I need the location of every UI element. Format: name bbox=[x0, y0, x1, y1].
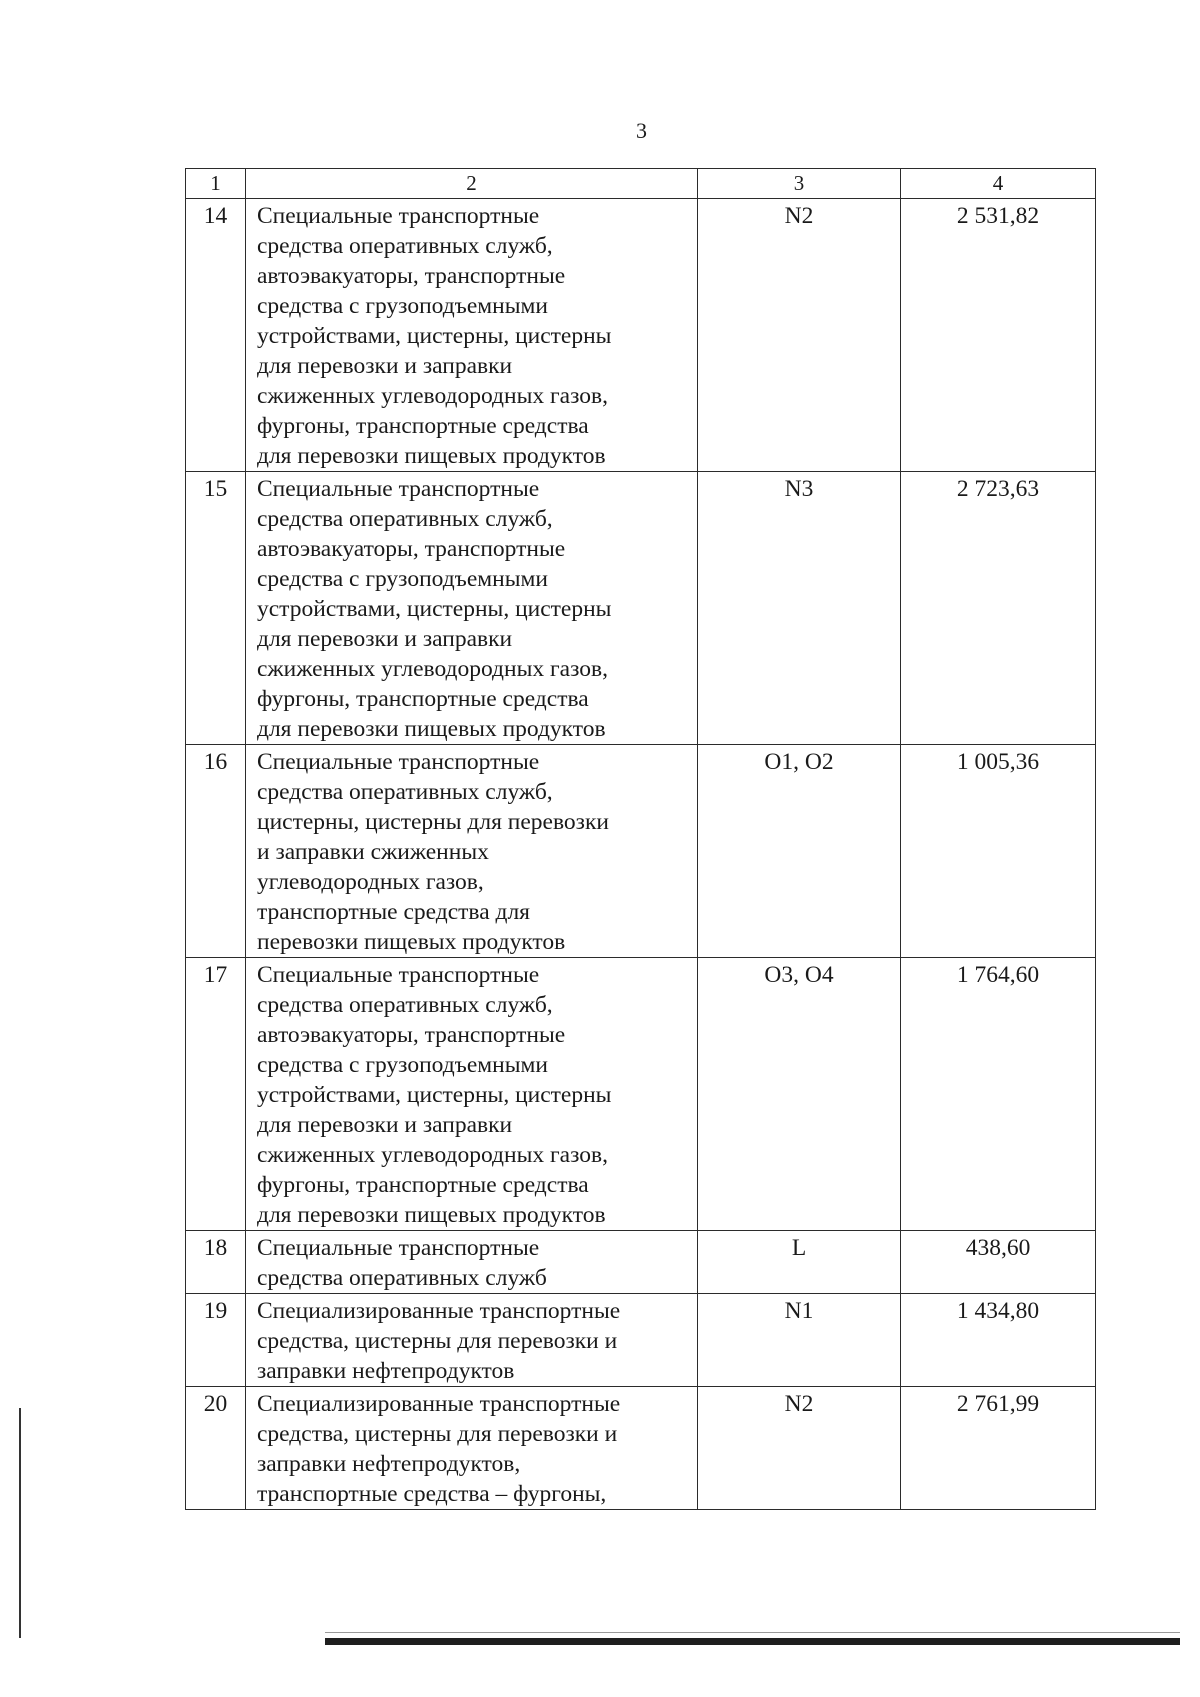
description-line: средства с грузоподъемными bbox=[257, 1052, 548, 1078]
row-number-cell: 20 bbox=[186, 1387, 246, 1510]
vehicle-category-cell: O3, O4 bbox=[698, 958, 901, 1231]
description-line: устройствами, цистерны, цистерны bbox=[257, 1082, 612, 1108]
row-number-cell: 17 bbox=[186, 958, 246, 1231]
description-line: средства оперативных служб, bbox=[257, 233, 553, 259]
row-number-cell: 16 bbox=[186, 745, 246, 958]
description-line: средства с грузоподъемными bbox=[257, 566, 548, 592]
description-line: и заправки сжиженных bbox=[257, 839, 489, 865]
description-line: Специализированные транспортные bbox=[257, 1298, 621, 1324]
description-line: средства, цистерны для перевозки и bbox=[257, 1421, 618, 1447]
vehicle-category-cell: L bbox=[698, 1231, 901, 1294]
tariff-value-cell: 438,60 bbox=[901, 1231, 1096, 1294]
row-number-cell: 18 bbox=[186, 1231, 246, 1294]
row-number-cell: 14 bbox=[186, 199, 246, 472]
tariff-value-cell: 1 764,60 bbox=[901, 958, 1096, 1231]
table-row bbox=[186, 958, 1096, 1231]
description-line: средства, цистерны для перевозки и bbox=[257, 1328, 618, 1354]
vehicle-description-cell bbox=[246, 745, 698, 958]
description-line: автоэвакуаторы, транспортные bbox=[257, 536, 566, 562]
description-line: для перевозки пищевых продуктов bbox=[257, 716, 606, 742]
description-line: средства оперативных служб, bbox=[257, 779, 553, 805]
table-row bbox=[186, 199, 1096, 472]
vehicle-description-cell bbox=[246, 1387, 698, 1510]
scan-bottom-faint-line bbox=[325, 1632, 1180, 1633]
description-line: для перевозки пищевых продуктов bbox=[257, 443, 606, 469]
description-line: устройствами, цистерны, цистерны bbox=[257, 596, 612, 622]
description-line: заправки нефтепродуктов, bbox=[257, 1451, 521, 1477]
description-line: цистерны, цистерны для перевозки bbox=[257, 809, 609, 835]
description-line: Специальные транспортные bbox=[257, 1235, 540, 1261]
description-line: сжиженных углеводородных газов, bbox=[257, 383, 608, 409]
description-line: Специальные транспортные bbox=[257, 476, 540, 502]
vehicle-category-cell: N3 bbox=[698, 472, 901, 745]
header-cell-3: 3 bbox=[698, 169, 901, 199]
table-row bbox=[186, 472, 1096, 745]
description-line: фургоны, транспортные средства bbox=[257, 413, 589, 439]
row-number-cell: 19 bbox=[186, 1294, 246, 1387]
page-number: 3 bbox=[636, 118, 647, 143]
description-line: Специализированные транспортные bbox=[257, 1391, 621, 1417]
vehicle-description-cell bbox=[246, 1231, 698, 1294]
row-number-cell: 15 bbox=[186, 472, 246, 745]
description-line: перевозки пищевых продуктов bbox=[257, 929, 566, 955]
description-line: Специальные транспортные bbox=[257, 749, 540, 775]
tariff-table bbox=[185, 168, 1096, 1510]
table-header-row bbox=[186, 169, 1096, 199]
description-line: фургоны, транспортные средства bbox=[257, 686, 589, 712]
description-line: для перевозки и заправки bbox=[257, 626, 513, 652]
description-line: транспортные средства для bbox=[257, 899, 530, 925]
table-row bbox=[186, 1231, 1096, 1294]
description-line: Специальные транспортные bbox=[257, 203, 540, 229]
tariff-value-cell: 2 531,82 bbox=[901, 199, 1096, 472]
vehicle-description-cell bbox=[246, 472, 698, 745]
description-line: автоэвакуаторы, транспортные bbox=[257, 1022, 566, 1048]
description-line: средства оперативных служб, bbox=[257, 506, 553, 532]
description-line: автоэвакуаторы, транспортные bbox=[257, 263, 566, 289]
vehicle-category-cell: N1 bbox=[698, 1294, 901, 1387]
description-line: заправки нефтепродуктов bbox=[257, 1358, 515, 1384]
header-cell-1: 1 bbox=[186, 169, 246, 199]
description-line: сжиженных углеводородных газов, bbox=[257, 1142, 608, 1168]
description-line: устройствами, цистерны, цистерны bbox=[257, 323, 612, 349]
vehicle-description-cell bbox=[246, 958, 698, 1231]
description-line: сжиженных углеводородных газов, bbox=[257, 656, 608, 682]
description-line: средства с грузоподъемными bbox=[257, 293, 548, 319]
description-line: фургоны, транспортные средства bbox=[257, 1172, 589, 1198]
tariff-value-cell: 1 434,80 bbox=[901, 1294, 1096, 1387]
vehicle-category-cell: O1, O2 bbox=[698, 745, 901, 958]
description-line: для перевозки и заправки bbox=[257, 1112, 513, 1138]
description-line: средства оперативных служб bbox=[257, 1265, 547, 1291]
vehicle-category-cell: N2 bbox=[698, 1387, 901, 1510]
scan-bottom-line bbox=[325, 1638, 1180, 1645]
description-line: углеводородных газов, bbox=[257, 869, 484, 895]
vehicle-description-cell bbox=[246, 199, 698, 472]
description-line: Специальные транспортные bbox=[257, 962, 540, 988]
description-line: средства оперативных служб, bbox=[257, 992, 553, 1018]
description-line: для перевозки пищевых продуктов bbox=[257, 1202, 606, 1228]
header-cell-4: 4 bbox=[901, 169, 1096, 199]
table-row bbox=[186, 745, 1096, 958]
table-row bbox=[186, 1387, 1096, 1510]
vehicle-category-cell: N2 bbox=[698, 199, 901, 472]
description-line: для перевозки и заправки bbox=[257, 353, 513, 379]
header-cell-2: 2 bbox=[246, 169, 698, 199]
tariff-value-cell: 2 761,99 bbox=[901, 1387, 1096, 1510]
vehicle-description-cell bbox=[246, 1294, 698, 1387]
table-row bbox=[186, 1294, 1096, 1387]
tariff-value-cell: 2 723,63 bbox=[901, 472, 1096, 745]
description-line: транспортные средства – фургоны, bbox=[257, 1481, 607, 1507]
tariff-value-cell: 1 005,36 bbox=[901, 745, 1096, 958]
scan-margin-line bbox=[19, 1408, 21, 1638]
